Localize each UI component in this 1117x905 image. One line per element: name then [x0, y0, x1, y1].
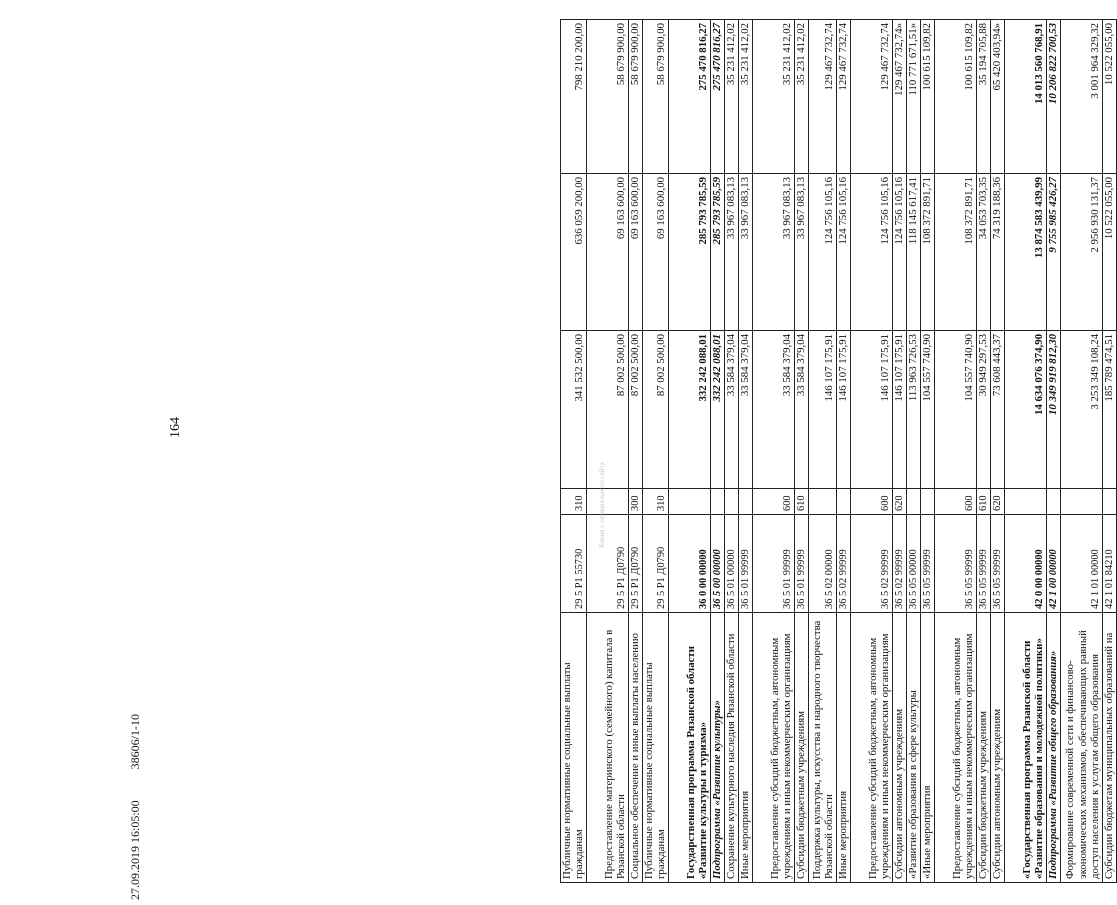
- row-amount-2019-cell: 87 002 500,00: [628, 331, 642, 489]
- table-row: [808, 20, 836, 883]
- table-row: [1060, 20, 1102, 883]
- row-code-cell: 36 5 01 99999: [794, 515, 808, 613]
- row-name-cell: Субсидии бюджетным учреждениям: [794, 613, 808, 883]
- row-amount-2019-cell: 87 002 500,00: [642, 331, 668, 489]
- row-amount-2021-cell: 35 194 705,88: [976, 20, 990, 174]
- row-amount-2020-cell: 118 145 617,41: [906, 174, 920, 331]
- row-amount-2021-cell: 65 420 403,94»: [990, 20, 1004, 174]
- row-amount-2021-cell: 58 679 900,00: [628, 20, 642, 174]
- row-amount-2019-cell: 33 584 379,04: [738, 331, 752, 489]
- row-name-cell: Сохранение культурного наследия Рязанской области: [724, 613, 738, 883]
- row-amount-2021-cell: 798 210 200,00: [561, 20, 587, 174]
- budget-table-body: [561, 20, 1117, 883]
- row-amount-2020-cell: 285 793 785,59: [668, 174, 710, 331]
- row-code-cell: 36 5 05 99999: [934, 515, 976, 613]
- row-code-cell: 42 0 00 00000: [1004, 515, 1046, 613]
- budget-table: [560, 19, 1117, 883]
- page-number: 164: [168, 417, 183, 438]
- row-amount-2021-cell: 100 615 109,82: [934, 20, 976, 174]
- row-type-cell: [1102, 489, 1116, 515]
- row-code-cell: 36 5 05 00000: [906, 515, 920, 613]
- row-amount-2021-cell: 58 679 900,00: [642, 20, 668, 174]
- table-row: [892, 20, 906, 883]
- row-amount-2021-cell: 35 231 412,02: [794, 20, 808, 174]
- row-amount-2021-cell: 35 231 412,02: [738, 20, 752, 174]
- row-amount-2019-cell: 185 789 474,51: [1102, 331, 1116, 489]
- row-amount-2020-cell: 124 756 105,16: [808, 174, 836, 331]
- table-row: [990, 20, 1004, 883]
- row-amount-2020-cell: 108 372 891,71: [934, 174, 976, 331]
- row-code-cell: 36 5 00 00000: [710, 515, 724, 613]
- row-code-cell: 42 1 00 00000: [1046, 515, 1060, 613]
- row-code-cell: 36 5 05 99999: [990, 515, 1004, 613]
- row-amount-2021-cell: 14 013 560 768,91: [1004, 20, 1046, 174]
- row-type-cell: [906, 489, 920, 515]
- row-code-cell: 42 1 01 84210: [1102, 515, 1116, 613]
- row-type-cell: [738, 489, 752, 515]
- row-amount-2019-cell: 10 349 919 812,30: [1046, 331, 1060, 489]
- budget-table-container: [560, 20, 1116, 883]
- row-name-cell: Поддержка культуры, искусства и народного творчества Рязанской области: [808, 613, 836, 883]
- row-code-cell: 36 5 01 00000: [724, 515, 738, 613]
- row-code-cell: 29 5 Р1 Д0790: [628, 515, 642, 613]
- row-code-cell: 29 5 Р1 Д0790: [642, 515, 668, 613]
- table-row: [642, 20, 668, 883]
- row-amount-2021-cell: 275 470 816,27: [710, 20, 724, 174]
- row-amount-2020-cell: 33 967 083,13: [752, 174, 794, 331]
- table-row: [561, 20, 587, 883]
- row-name-cell: Подпрограмма «Развитие культуры»: [710, 613, 724, 883]
- row-amount-2020-cell: 33 967 083,13: [724, 174, 738, 331]
- row-amount-2021-cell: 58 679 900,00: [586, 20, 628, 174]
- row-amount-2021-cell: 110 771 671,51»: [906, 20, 920, 174]
- row-amount-2019-cell: 113 963 726,53: [906, 331, 920, 489]
- row-name-cell: Предоставление субсидий бюджетным, автономным учреждениям и иным некоммерческим организациям: [850, 613, 892, 883]
- row-amount-2019-cell: 146 107 175,91: [850, 331, 892, 489]
- row-amount-2020-cell: 2 956 930 131,37: [1060, 174, 1102, 331]
- official-copy-stamp: Копия с официального сайта: [598, 462, 606, 548]
- row-type-cell: 620: [892, 489, 906, 515]
- footer-doc-id: 38606/1-10: [128, 713, 142, 770]
- row-type-cell: [710, 489, 724, 515]
- row-name-cell: Публичные нормативные социальные выплаты гражданам: [642, 613, 668, 883]
- row-amount-2019-cell: 33 584 379,04: [752, 331, 794, 489]
- row-amount-2019-cell: 146 107 175,91: [892, 331, 906, 489]
- table-row: [836, 20, 850, 883]
- row-type-cell: [920, 489, 934, 515]
- row-code-cell: 36 5 05 99999: [920, 515, 934, 613]
- row-amount-2019-cell: 73 608 443,37: [990, 331, 1004, 489]
- row-type-cell: [1060, 489, 1102, 515]
- table-row: [586, 20, 628, 883]
- row-amount-2021-cell: 129 467 732,74»: [892, 20, 906, 174]
- row-type-cell: 300: [628, 489, 642, 515]
- row-amount-2019-cell: 14 634 076 374,90: [1004, 331, 1046, 489]
- row-name-cell: «Государственная программа Рязанской области «Развитие образования и молодежной политики»: [1004, 613, 1046, 883]
- row-amount-2019-cell: 146 107 175,91: [836, 331, 850, 489]
- row-amount-2019-cell: 332 242 088,01: [668, 331, 710, 489]
- row-amount-2020-cell: 124 756 105,16: [850, 174, 892, 331]
- row-name-cell: Субсидии бюджетным учреждениям: [976, 613, 990, 883]
- row-amount-2020-cell: 10 522 055,00: [1102, 174, 1116, 331]
- row-name-cell: Предоставление субсидий бюджетным, автономным учреждениям и иным некоммерческим организациям: [934, 613, 976, 883]
- table-row: [906, 20, 920, 883]
- row-type-cell: [668, 489, 710, 515]
- row-type-cell: [836, 489, 850, 515]
- row-type-cell: 610: [976, 489, 990, 515]
- row-type-cell: 620: [990, 489, 1004, 515]
- row-code-cell: 29 5 Р1 55730: [561, 515, 587, 613]
- row-amount-2020-cell: 34 053 703,35: [976, 174, 990, 331]
- table-row: [738, 20, 752, 883]
- row-amount-2020-cell: 124 756 105,16: [836, 174, 850, 331]
- row-amount-2021-cell: 100 615 109,82: [920, 20, 934, 174]
- row-amount-2021-cell: 3 001 964 329,32: [1060, 20, 1102, 174]
- row-name-cell: «Иные мероприятия: [920, 613, 934, 883]
- row-type-cell: 310: [642, 489, 668, 515]
- row-type-cell: [1046, 489, 1060, 515]
- row-name-cell: Формирование современной сети и финансово-экономических механизмов, обеспечивающих равный доступ населения к услугам общего образования: [1060, 613, 1102, 883]
- row-amount-2021-cell: 275 470 816,27: [668, 20, 710, 174]
- row-name-cell: Публичные нормативные социальные выплаты гражданам: [561, 613, 587, 883]
- row-amount-2021-cell: 35 231 412,02: [724, 20, 738, 174]
- row-amount-2021-cell: 35 231 412,02: [752, 20, 794, 174]
- row-amount-2019-cell: 33 584 379,04: [794, 331, 808, 489]
- row-type-cell: [808, 489, 836, 515]
- row-amount-2020-cell: 636 059 200,00: [561, 174, 587, 331]
- row-code-cell: 36 5 01 99999: [752, 515, 794, 613]
- row-name-cell: Социальное обеспечение и иные выплаты населению: [628, 613, 642, 883]
- row-name-cell: Субсидии автономным учреждениям: [990, 613, 1004, 883]
- row-code-cell: 29 5 Р1 Д0790: [586, 515, 628, 613]
- table-row: [752, 20, 794, 883]
- table-row: [934, 20, 976, 883]
- table-row: [794, 20, 808, 883]
- row-amount-2019-cell: 30 949 297,53: [976, 331, 990, 489]
- row-name-cell: Иные мероприятия: [836, 613, 850, 883]
- row-amount-2020-cell: 108 372 891,71: [920, 174, 934, 331]
- row-amount-2019-cell: 104 557 740,90: [920, 331, 934, 489]
- row-amount-2019-cell: 341 532 500,00: [561, 331, 587, 489]
- table-row: [710, 20, 724, 883]
- row-type-cell: 600: [752, 489, 794, 515]
- row-code-cell: 36 0 00 00000: [668, 515, 710, 613]
- row-name-cell: Субсидии бюджетам муниципальных образований на: [1102, 613, 1116, 883]
- table-row: [668, 20, 710, 883]
- row-amount-2020-cell: 9 755 985 426,27: [1046, 174, 1060, 331]
- row-name-cell: Государственная программа Рязанской области «Развитие культуры и туризма»: [668, 613, 710, 883]
- row-amount-2019-cell: 332 242 088,01: [710, 331, 724, 489]
- footer-timestamp: 27.09.2019 16:05:00: [128, 800, 142, 900]
- table-row: [1102, 20, 1116, 883]
- row-code-cell: 36 5 02 99999: [892, 515, 906, 613]
- row-type-cell: 600: [850, 489, 892, 515]
- table-row: [724, 20, 738, 883]
- row-amount-2021-cell: 129 467 732,74: [850, 20, 892, 174]
- row-amount-2019-cell: 104 557 740,90: [934, 331, 976, 489]
- row-amount-2020-cell: 33 967 083,13: [794, 174, 808, 331]
- row-amount-2020-cell: 69 163 600,00: [586, 174, 628, 331]
- row-amount-2020-cell: 33 967 083,13: [738, 174, 752, 331]
- row-type-cell: 310: [561, 489, 587, 515]
- row-name-cell: Предоставление субсидий бюджетным, автономным учреждениям и иным некоммерческим организациям: [752, 613, 794, 883]
- footer: [128, 686, 143, 900]
- row-type-cell: [1004, 489, 1046, 515]
- row-name-cell: «Развитие образования в сфере культуры: [906, 613, 920, 883]
- row-name-cell: Субсидии автономным учреждениям: [892, 613, 906, 883]
- row-code-cell: 36 5 01 99999: [738, 515, 752, 613]
- row-amount-2020-cell: 74 319 188,36: [990, 174, 1004, 331]
- table-row: [1004, 20, 1046, 883]
- row-amount-2021-cell: 129 467 732,74: [808, 20, 836, 174]
- row-code-cell: 36 5 02 99999: [836, 515, 850, 613]
- table-row: [920, 20, 934, 883]
- row-type-cell: 610: [794, 489, 808, 515]
- row-type-cell: [724, 489, 738, 515]
- row-amount-2020-cell: 285 793 785,59: [710, 174, 724, 331]
- table-row: [850, 20, 892, 883]
- row-type-cell: [586, 489, 628, 515]
- row-amount-2019-cell: 146 107 175,91: [808, 331, 836, 489]
- table-row: [1046, 20, 1060, 883]
- row-amount-2019-cell: 3 253 349 108,24: [1060, 331, 1102, 489]
- row-amount-2020-cell: 69 163 600,00: [628, 174, 642, 331]
- row-amount-2020-cell: 13 874 583 439,99: [1004, 174, 1046, 331]
- row-amount-2020-cell: 124 756 105,16: [892, 174, 906, 331]
- row-amount-2021-cell: 129 467 732,74: [836, 20, 850, 174]
- row-amount-2021-cell: 10 522 055,00: [1102, 20, 1116, 174]
- row-amount-2021-cell: 10 206 822 700,53: [1046, 20, 1060, 174]
- row-code-cell: 36 5 02 00000: [808, 515, 836, 613]
- row-name-cell: Подпрограмма «Развитие общего образования»: [1046, 613, 1060, 883]
- table-row: [976, 20, 990, 883]
- row-amount-2020-cell: 69 163 600,00: [642, 174, 668, 331]
- row-name-cell: Предоставление материнского (семейного) капитала в Рязанской области: [586, 613, 628, 883]
- row-amount-2019-cell: 87 002 500,00: [586, 331, 628, 489]
- table-row: [628, 20, 642, 883]
- row-amount-2019-cell: 33 584 379,04: [724, 331, 738, 489]
- row-code-cell: 36 5 02 99999: [850, 515, 892, 613]
- row-code-cell: 42 1 01 00000: [1060, 515, 1102, 613]
- row-name-cell: Иные мероприятия: [738, 613, 752, 883]
- row-code-cell: 36 5 05 99999: [976, 515, 990, 613]
- row-type-cell: 600: [934, 489, 976, 515]
